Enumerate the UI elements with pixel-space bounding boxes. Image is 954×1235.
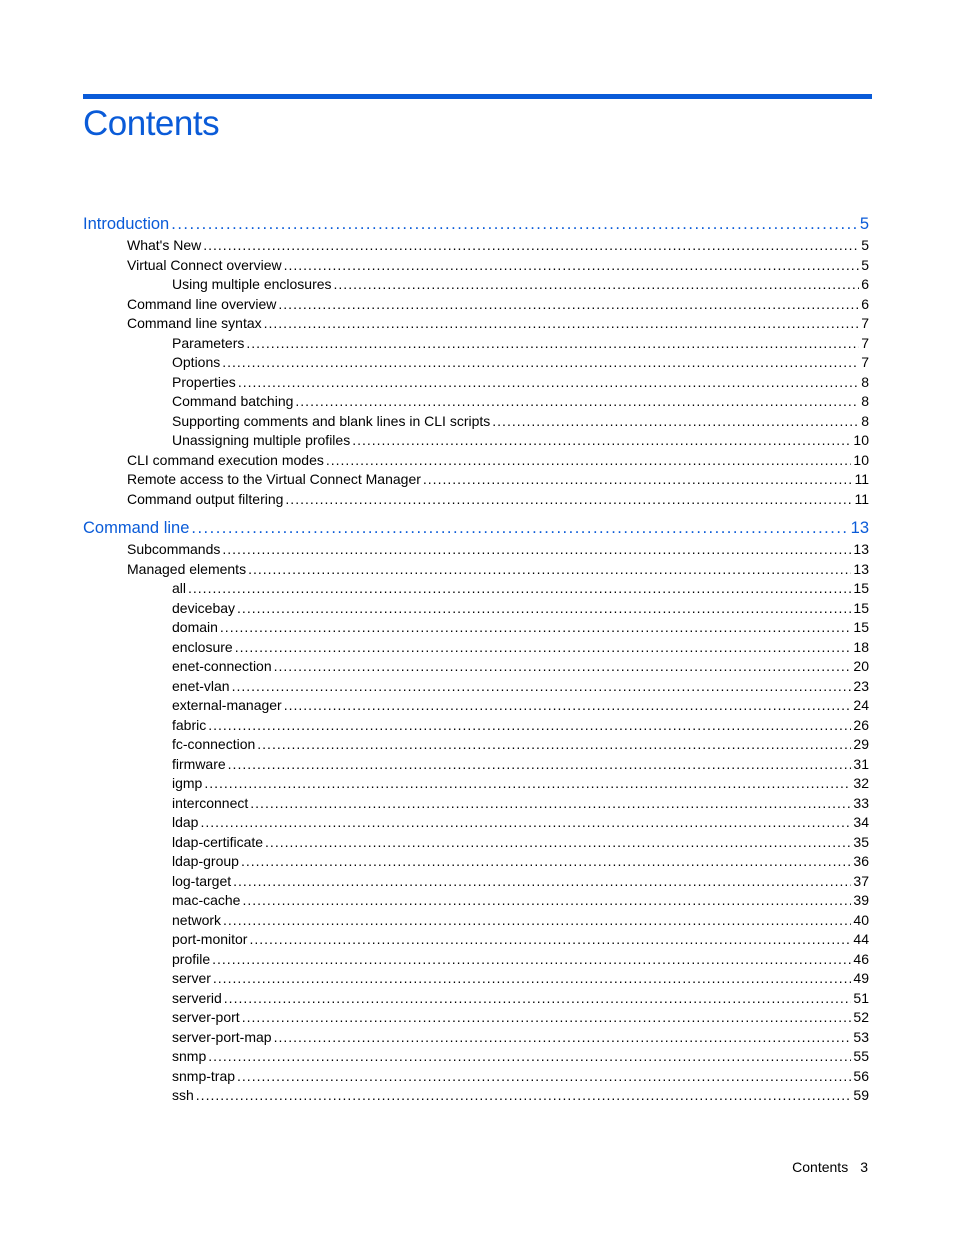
toc-entry-link[interactable] — [83, 755, 869, 775]
dot-leader — [242, 891, 851, 911]
toc-entry-page: 13 — [853, 541, 869, 557]
toc-entry-page: 53 — [853, 1028, 869, 1045]
toc-entry-label: external-manager — [172, 697, 282, 713]
dot-leader — [171, 214, 858, 235]
toc-entry-page: 8 — [861, 373, 869, 390]
toc-entry-page: 31 — [853, 755, 869, 772]
dot-leader — [208, 1047, 851, 1067]
toc-entry-label: CLI command execution modes — [127, 451, 324, 468]
toc-entry-link[interactable] — [83, 256, 869, 276]
toc-entry-label: serverid — [172, 989, 222, 1006]
toc-entry-label: snmp — [172, 1048, 207, 1064]
toc-entry-link[interactable] — [83, 540, 869, 560]
toc-entry-link[interactable] — [83, 911, 869, 931]
toc-entry-page: 35 — [853, 833, 869, 850]
toc-entry-page: 13 — [853, 560, 869, 577]
toc-entry-page: 44 — [853, 931, 869, 947]
dot-leader — [228, 755, 852, 775]
dot-leader — [232, 677, 852, 697]
toc-entry-page: 32 — [853, 775, 869, 791]
toc-entry-page: 59 — [853, 1087, 869, 1103]
dot-leader — [278, 295, 859, 315]
toc-entry-page: 6 — [861, 295, 869, 312]
toc-entry-label: ssh — [172, 1087, 194, 1103]
toc-entry-label: Virtual Connect overview — [127, 256, 282, 273]
toc-entry-page: 23 — [853, 677, 869, 694]
dot-leader — [188, 579, 851, 599]
toc-section — [83, 214, 869, 509]
toc-entry-label: log-target — [172, 872, 232, 889]
toc-entry-label: all — [172, 580, 187, 596]
toc-entry-label: enclosure — [172, 638, 233, 655]
toc-entry-label: Command line overview — [127, 295, 277, 312]
toc-entry-page: 7 — [861, 315, 869, 331]
dot-leader — [274, 1028, 852, 1048]
toc-entry-label: Introduction — [83, 215, 170, 233]
toc-entry-page: 15 — [853, 599, 869, 616]
toc-entry-link[interactable] — [83, 373, 869, 393]
dot-leader — [204, 774, 851, 794]
dot-leader — [224, 989, 852, 1009]
toc-entry-link[interactable] — [83, 891, 869, 911]
dot-leader — [235, 638, 852, 658]
toc-entry-page: 11 — [854, 490, 869, 507]
dot-leader — [264, 314, 860, 334]
toc-entry-link[interactable] — [83, 236, 869, 256]
page-footer — [792, 1159, 868, 1175]
toc-entry-link[interactable] — [83, 989, 869, 1009]
toc-entry-page: 24 — [853, 697, 869, 713]
dot-leader — [285, 490, 852, 510]
toc-entry-label: server — [172, 970, 211, 986]
dot-leader — [492, 412, 859, 432]
toc-entry-link[interactable] — [83, 930, 869, 950]
dot-leader — [248, 560, 851, 580]
toc-entry-page: 10 — [853, 432, 869, 448]
toc-entry-link[interactable] — [83, 334, 869, 354]
toc-entry-link[interactable] — [83, 696, 869, 716]
toc-entry-label: fabric — [172, 716, 207, 733]
toc-entry-page: 26 — [853, 716, 869, 733]
toc-entry-label: Command line — [83, 519, 190, 537]
toc-entry-label: mac-cache — [172, 892, 241, 908]
dot-leader — [241, 852, 851, 872]
toc-entry-page: 51 — [853, 989, 869, 1006]
toc-entry-page: 10 — [853, 451, 869, 468]
toc-entry-page: 15 — [853, 619, 869, 635]
toc-entry-label: port-monitor — [172, 931, 248, 947]
toc-entry-link[interactable] — [83, 490, 869, 510]
toc-entry-label: Properties — [172, 373, 236, 390]
toc-entry-label: profile — [172, 950, 211, 967]
toc-entry-link[interactable] — [83, 872, 869, 892]
toc-entry-page: 40 — [853, 911, 869, 928]
toc-entry-link[interactable] — [83, 353, 869, 373]
dot-leader — [237, 1067, 851, 1087]
toc-entry-label: interconnect — [172, 794, 249, 811]
dot-leader — [238, 373, 859, 393]
toc-section — [83, 518, 869, 1106]
toc-entry-label: snmp-trap — [172, 1067, 236, 1084]
dot-leader — [203, 236, 859, 256]
toc-entry-link[interactable] — [83, 451, 869, 471]
page-number: 3 — [860, 1159, 868, 1175]
toc-entry-link[interactable] — [83, 579, 869, 599]
toc-entry-link[interactable] — [83, 852, 869, 872]
toc-entry-label: ldap-group — [172, 853, 239, 869]
toc-entry-label: Remote access to the Virtual Connect Manager — [127, 471, 421, 487]
dot-leader — [334, 275, 860, 295]
title-rule — [83, 94, 872, 99]
toc-entry-page: 6 — [861, 276, 869, 292]
toc-entry-page: 5 — [859, 215, 869, 233]
toc-entry-link[interactable] — [83, 638, 869, 658]
toc-entry-link[interactable] — [83, 470, 869, 490]
toc-entry-link[interactable] — [83, 314, 869, 334]
dot-leader — [223, 911, 851, 931]
toc-entry-label: Subcommands — [127, 541, 221, 557]
dot-leader — [246, 334, 859, 354]
toc-entry-page: 5 — [861, 237, 869, 253]
toc-entry-link[interactable] — [83, 716, 869, 736]
toc-entry-page: 46 — [853, 950, 869, 967]
toc-entry-page: 13 — [850, 519, 869, 537]
toc-entry-label: What's New — [127, 237, 202, 253]
toc-entry-link[interactable] — [83, 794, 869, 814]
toc-entry-page: 7 — [861, 334, 869, 351]
toc-entry-link[interactable] — [83, 1086, 869, 1106]
toc-entry-label: server-port — [172, 1009, 240, 1025]
toc-entry-link[interactable] — [83, 1067, 869, 1087]
dot-leader — [250, 794, 851, 814]
toc-entry-link[interactable] — [83, 735, 869, 755]
dot-leader — [249, 930, 851, 950]
dot-leader — [326, 451, 852, 471]
toc-entry-page: 39 — [853, 892, 869, 908]
dot-leader — [352, 431, 851, 451]
toc-entry-label: Options — [172, 354, 221, 370]
toc-entry-link[interactable] — [83, 1047, 869, 1067]
toc-entry-label: network — [172, 911, 222, 928]
dot-leader — [196, 1086, 852, 1106]
toc-entry-link[interactable] — [83, 833, 869, 853]
toc-entry-page: 55 — [853, 1048, 869, 1064]
toc-entry-link[interactable] — [83, 657, 869, 677]
toc-entry-label: domain — [172, 619, 218, 635]
toc-entry-link[interactable] — [83, 599, 869, 619]
toc-entry-link[interactable] — [83, 969, 869, 989]
toc-entry-link[interactable] — [83, 431, 869, 451]
toc-entry-link[interactable] — [83, 560, 869, 580]
toc-entry-page: 49 — [853, 970, 869, 986]
toc-entry-label: Supporting comments and blank lines in CLI scripts — [172, 412, 491, 429]
page-title: Contents — [83, 104, 220, 143]
dot-leader — [257, 735, 851, 755]
toc-entry-page: 15 — [853, 580, 869, 596]
toc-entry-link[interactable] — [83, 1008, 869, 1028]
toc-entry-page: 8 — [861, 412, 869, 429]
dot-leader — [237, 599, 851, 619]
toc-entry-link[interactable] — [83, 412, 869, 432]
dot-leader — [265, 833, 851, 853]
toc-entry-page: 8 — [861, 393, 869, 409]
dot-leader — [208, 716, 851, 736]
toc-entry-label: firmware — [172, 755, 226, 772]
dot-leader — [233, 872, 851, 892]
toc-chapter-link[interactable] — [83, 518, 869, 539]
toc-entry-label: Command line syntax — [127, 315, 262, 331]
toc-entry-page: 37 — [853, 872, 869, 889]
toc-entry-page: 11 — [854, 471, 869, 487]
toc-entry-label: Command batching — [172, 393, 294, 409]
toc-entry-link[interactable] — [83, 618, 869, 638]
toc-entry-page: 29 — [853, 736, 869, 752]
toc-entry-page: 5 — [861, 256, 869, 273]
dot-leader — [220, 618, 852, 638]
toc-entry-page: 18 — [853, 638, 869, 655]
toc-entry-page: 20 — [853, 658, 869, 674]
toc-entry-link[interactable] — [83, 1028, 869, 1048]
toc-entry-page: 36 — [853, 853, 869, 869]
toc-entry-label: ldap — [172, 814, 199, 830]
toc-entry-page: 33 — [853, 794, 869, 811]
toc-chapter-link[interactable] — [83, 214, 869, 235]
dot-leader — [284, 256, 860, 276]
toc-entry-label: enet-vlan — [172, 677, 230, 694]
toc-entry-label: Unassigning multiple profiles — [172, 432, 351, 448]
dot-leader — [222, 540, 851, 560]
toc-entry-label: server-port-map — [172, 1028, 272, 1045]
toc-entry-label: igmp — [172, 775, 203, 791]
dot-leader — [213, 969, 852, 989]
toc-entry-label: Command output filtering — [127, 490, 284, 507]
toc-entry-link[interactable] — [83, 677, 869, 697]
dot-leader — [242, 1008, 852, 1028]
dot-leader — [212, 950, 851, 970]
toc-entry-label: Parameters — [172, 334, 245, 351]
footer-label: Contents — [792, 1159, 849, 1175]
toc-entry-link[interactable] — [83, 295, 869, 315]
dot-leader — [423, 470, 853, 490]
toc-entry-label: Managed elements — [127, 560, 247, 577]
toc-entry-link[interactable] — [83, 275, 869, 295]
toc-entry-page: 34 — [853, 814, 869, 830]
toc-entry-label: Using multiple enclosures — [172, 276, 332, 292]
toc-entry-label: ldap-certificate — [172, 833, 264, 850]
toc-entry-link[interactable] — [83, 392, 869, 412]
dot-leader — [191, 518, 848, 539]
toc-entry-label: fc-connection — [172, 736, 256, 752]
dot-leader — [200, 813, 851, 833]
toc-entry-page: 52 — [853, 1009, 869, 1025]
toc-entry-page: 7 — [861, 354, 869, 370]
dot-leader — [295, 392, 859, 412]
toc-entry-label: enet-connection — [172, 658, 272, 674]
toc-entry-link[interactable] — [83, 774, 869, 794]
dot-leader — [284, 696, 852, 716]
toc-entry-page: 56 — [853, 1067, 869, 1084]
toc-entry-link[interactable] — [83, 950, 869, 970]
toc-entry-link[interactable] — [83, 813, 869, 833]
table-of-contents — [83, 214, 869, 1115]
dot-leader — [222, 353, 859, 373]
toc-entry-label: devicebay — [172, 599, 236, 616]
dot-leader — [274, 657, 852, 677]
